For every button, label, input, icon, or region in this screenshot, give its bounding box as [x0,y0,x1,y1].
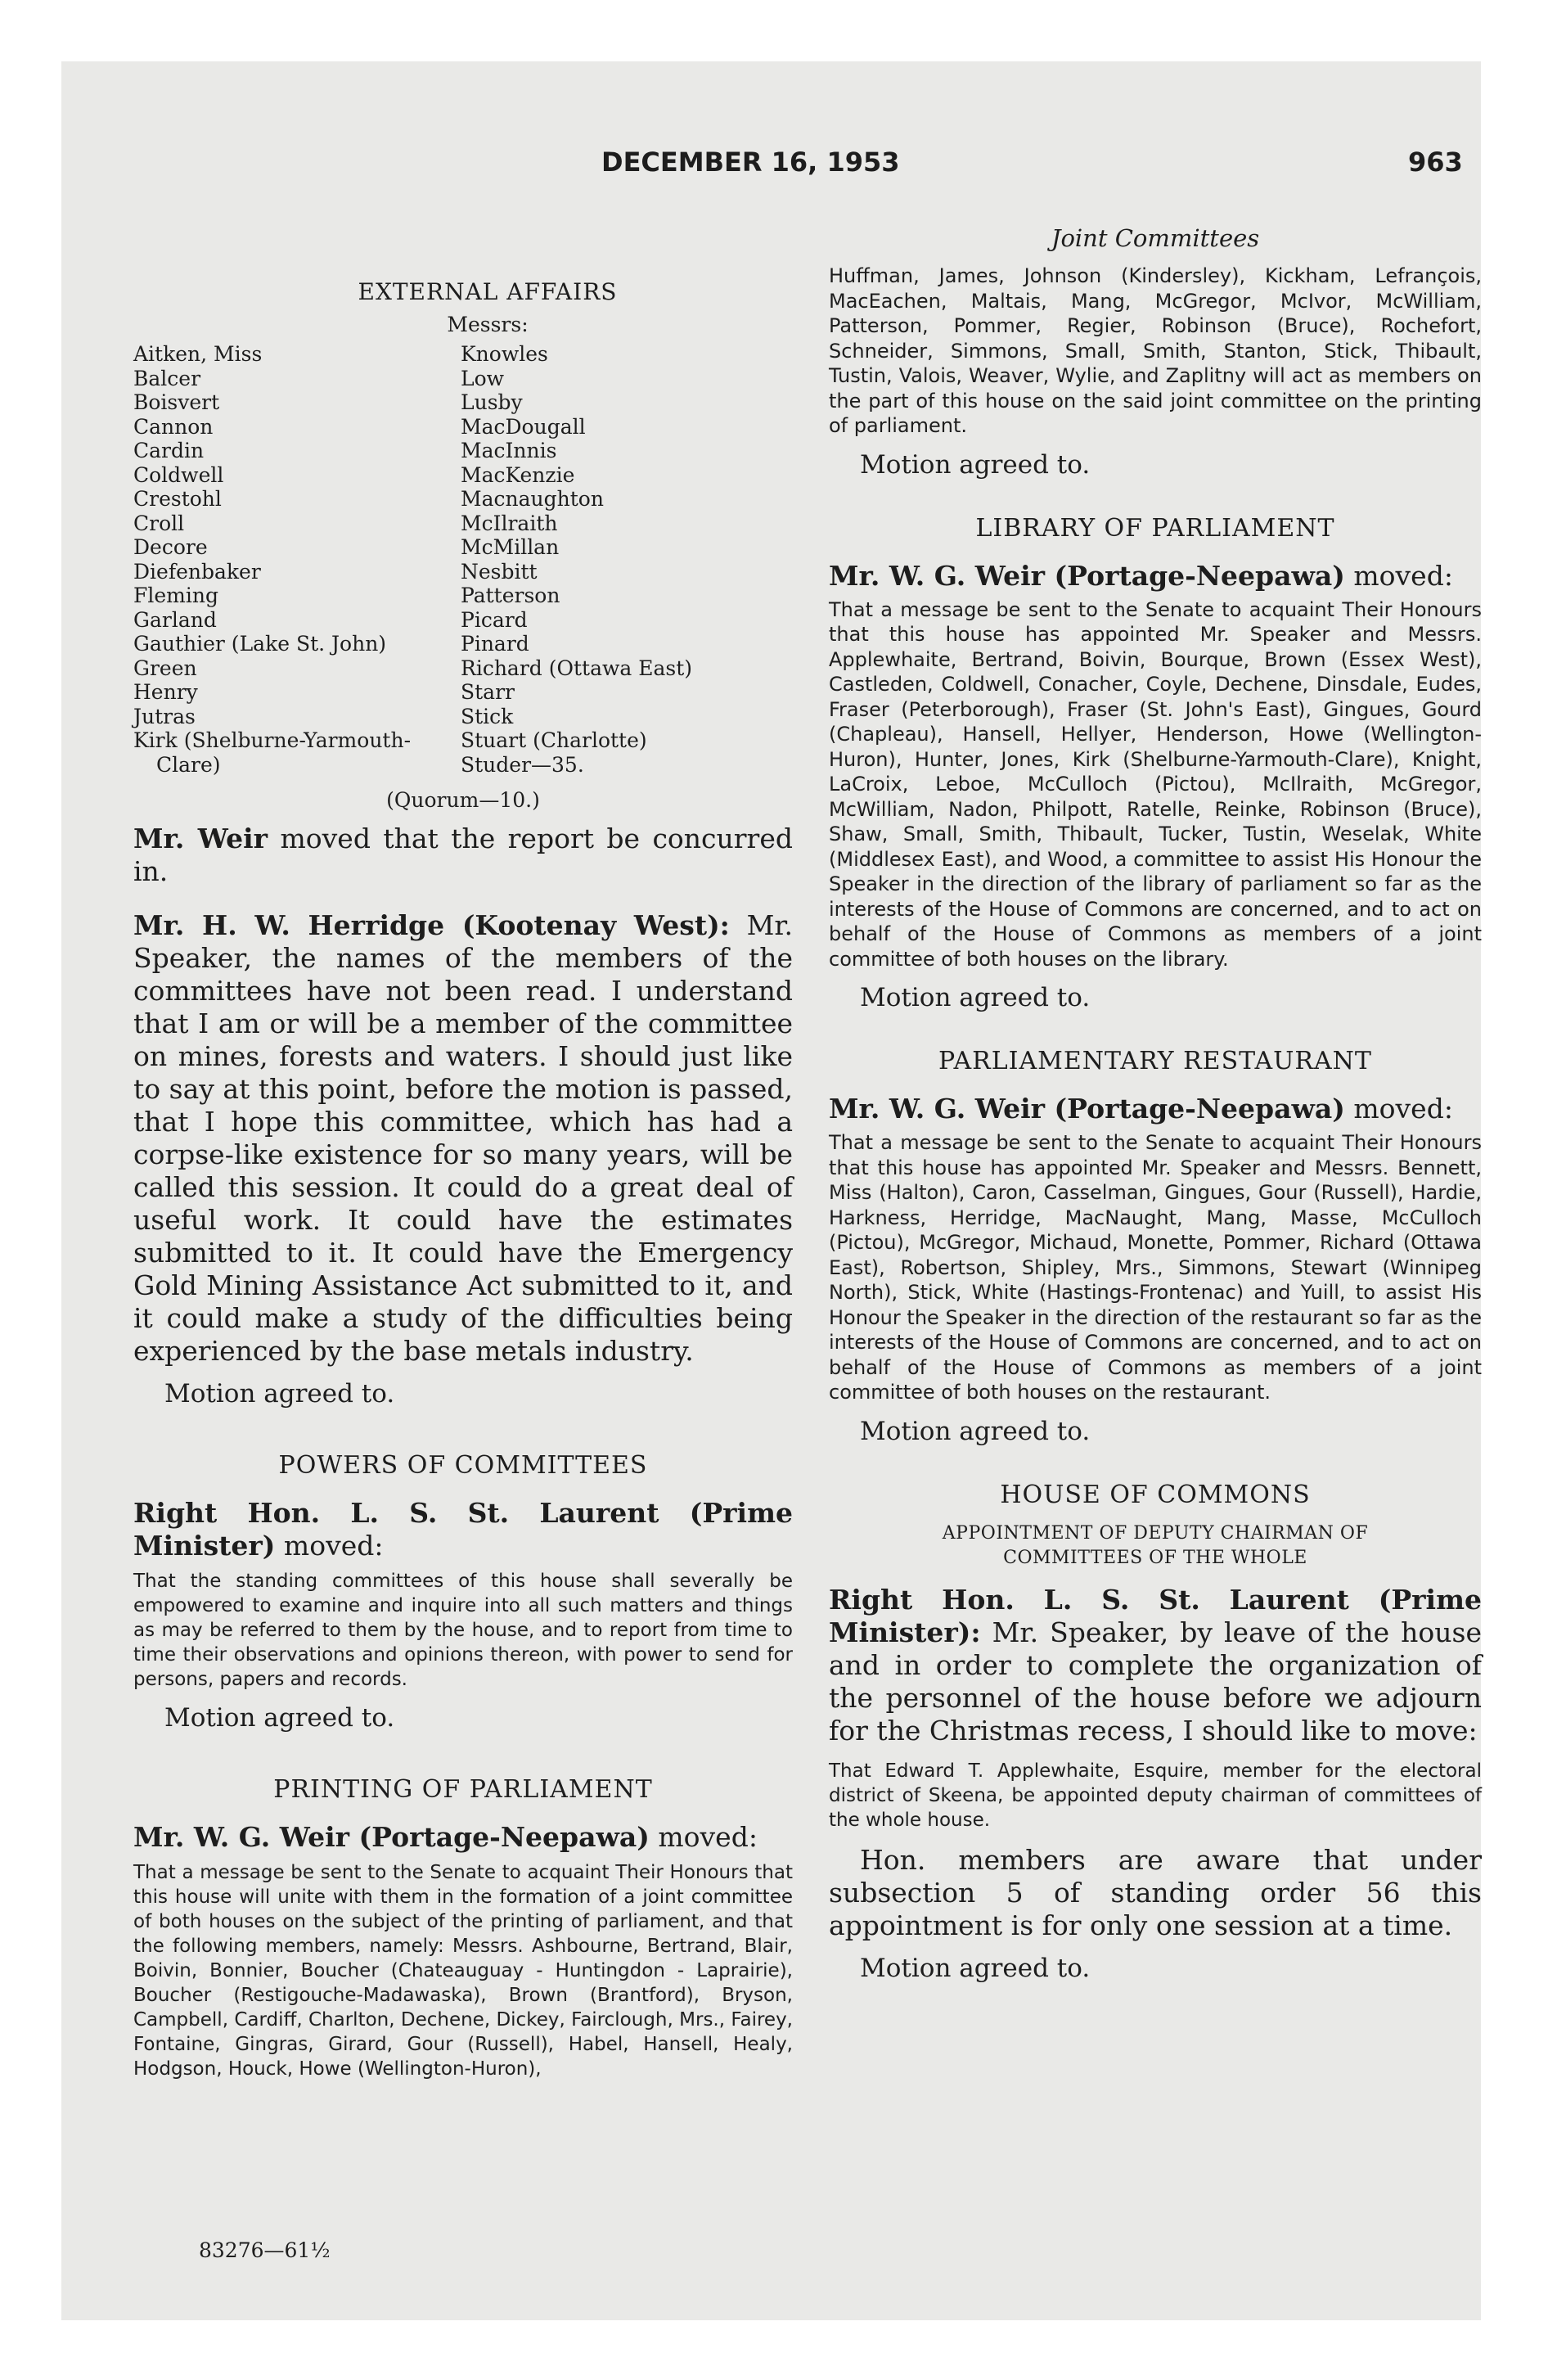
member-name: MacInnis [461,439,557,462]
left-column [133,237,793,2089]
speaker-name: Mr. H. W. Herridge (Kootenay West): [133,909,730,941]
running-title: Joint Committees [1051,224,1260,252]
speaker-name: Right Hon. L. S. St. Laurent (Prime Minister): [829,1583,1482,1648]
motion-text-printing-continued: Huffman, James, Johnson (Kindersley), Kickham, Lefrançois, MacEachen, Maltais, Mang, McGregor, McIvor, McWilliam, Patterson, Pommer, Regier, Robinson (Bruce), Rochefort, Schneider, Simmons, Small, Smith, Stanton, Stick, Thibault, Tustin, Valois, Weaver, Wylie, and Zaplitny will act as members on the part of this house on the said joint committee on the printing of parliament. [829,264,1482,437]
motion-text-commons: That Edward T. Applewhaite, Esquire, member for the electoral district of Skeena, be appointed deputy chairman of committees of the whole house. [829,1760,1482,1831]
member-name: Stick [461,704,514,728]
motion-agreed: Motion agreed to. [860,983,1091,1012]
moved-label: moved: [283,1530,384,1562]
motion-agreed: Motion agreed to. [164,1379,395,1409]
motion-text-library: That a message be sent to the Senate to acquaint Their Honours that this house has appointed Mr. Speaker and Messrs. Applewhaite, Bertrand, Boivin, Bourque, Brown (Essex West), Castleden, Coldwell, Conacher, Coyle, Dechene, Dinsdale, Eudes, Fraser (Peterborough), Fraser (St. John's East), Gingues, Gourd (Chapleau), Hansell, Hellyer, Henderson, Howe (Wellington-Huron), Hunter, Jones, Kirk (Shelburne-Yarmouth-Clare), Knight, LaCroix, Leboe, McCulloch (Pictou), McIlraith, McGregor, McWilliam, Nadon, Philpott, Ratelle, Reinke, Robinson (Bruce), Shaw, Small, Smith, Thibault, Tucker, Tustin, Weselak, White (Middlesex East), and Wood, a committee to assist His Honour the Speaker in the direction of the library of parliament so far as the interests of the House of Commons are concerned, and to act on behalf of the House of Commons as members of a joint committee of both houses on the library. [829,597,1482,971]
messrs-label: Messrs: [447,313,529,336]
speaker-name: Mr. W. G. Weir (Portage-Neepawa) [829,1093,1345,1125]
member-name: Patterson [461,584,560,607]
speaker-name: Mr. W. G. Weir (Portage-Neepawa) [133,1821,650,1853]
member-name: Crestohl [133,487,222,511]
page-sheet [61,61,1481,2320]
motion-text-powers: That the standing committees of this house shall severally be empowered to examine and inquire into all such matters and things as may be referred to them by the house, and to report from time to time their observations and opinions thereon, with power to send for persons, papers and records. [133,1571,793,1690]
motion-agreed: Motion agreed to. [860,1416,1091,1446]
motion-agreed: Motion agreed to. [860,449,1091,480]
committee-title-external-affairs: EXTERNAL AFFAIRS [358,278,618,305]
quorum: (Quorum—10.) [386,788,540,812]
speech-printing [133,1821,793,1854]
member-name: MacDougall [461,414,586,439]
page-date: DECEMBER 16, 1953 [601,146,900,178]
member-name: Henry [133,680,198,704]
speech-weir [133,823,793,888]
speech-herridge [133,909,793,1368]
member-name: Boisvert [133,390,220,414]
member-name: Starr [461,680,515,704]
member-name: Nesbitt [461,559,538,584]
member-name: Aitken, Miss [133,342,263,366]
member-name: Cardin [133,439,205,462]
speech-powers [133,1497,793,1562]
section-subheading-deputy-chairman: APPOINTMENT OF DEPUTY CHAIRMAN OF COMMITTEES OF THE WHOLE [942,1522,1369,1568]
footer-code: 83276—61½ [199,2238,331,2262]
speech-commons [829,1584,1482,1747]
member-name: Studer—35. [461,752,584,777]
member-name: Stuart (Charlotte) [461,728,647,752]
member-name: Low [461,366,505,390]
member-name: Pinard [461,632,529,656]
member-name: Garland [133,607,217,632]
speech-restaurant [829,1093,1482,1125]
page-number: 963 [1408,146,1463,178]
member-name: Macnaughton [461,487,604,511]
member-list [133,342,793,777]
member-name: Cannon [133,414,214,439]
section-heading-printing: PRINTING OF PARLIAMENT [273,1775,653,1804]
speech-commons-followup: Hon. members are aware that under subsection 5 of standing order 56 this appointment is for only one session at a time. [829,1843,1482,1941]
section-heading-restaurant: PARLIAMENTARY RESTAURANT [938,1047,1372,1075]
moved-label: moved: [1353,559,1453,592]
member-name: MacKenzie [461,462,575,487]
member-name: Decore [133,535,208,559]
motion-agreed: Motion agreed to. [164,1703,395,1733]
member-name: McMillan [461,535,560,559]
member-name: Balcer [133,366,201,390]
member-name: Green [133,656,197,680]
moved-label: moved: [1353,1093,1453,1125]
member-name: Richard (Ottawa East) [461,656,693,680]
motion-text-restaurant: That a message be sent to the Senate to acquaint Their Honours that this house has appointed Mr. Speaker and Messrs. Bennett, Miss (Halton), Caron, Casselman, Gingues, Gour (Russell), Hardie, Harkness, Herridge, MacNaught, Mang, Masse, McCulloch (Pictou), McGregor, Michaud, Monette, Pommer, Richard (Ottawa East), Robertson, Shipley, Mrs., Simmons, Stewart (Winnipeg North), Stick, White (Hastings-Frontenac) and Yuill, to assist His Honour the Speaker in the direction of the restaurant so far as the interests of the House of Commons are concerned, and to act on behalf of the House of Commons as members of a joint committee of both houses on the restaurant. [829,1131,1482,1404]
speaker-name: Mr. Weir [133,823,268,854]
member-name: McIlraith [461,511,558,535]
section-heading-commons: HOUSE OF COMMONS [1000,1480,1311,1509]
moved-label: moved: [658,1821,758,1853]
member-name: Kirk (Shelburne-Yarmouth-Clare) [133,728,412,777]
speech-library [829,560,1482,593]
section-heading-library: LIBRARY OF PARLIAMENT [975,513,1335,543]
motion-text-printing: That a message be sent to the Senate to acquaint Their Honours that this house will unite with them in the formation of a joint committee of both houses on the subject of the printing of parliament, and that the following members, namely: Messrs. Ashbourne, Bertrand, Blair, Boivin, Bonnier, Boucher (Chateauguay - Huntingdon - Laprairie), Boucher (Restigouche-Madawaska), Brown (Brantford), Bryson, Campbell, Cardiff, Charlton, Dechene, Dickey, Fairclough, Mrs., Fairey, Fontaine, Gingras, Girard, Gour (Russell), Habel, Hansell, Healy, Hodgson, Houck, Howe (Wellington-Huron), [133,1862,793,2080]
right-column [829,224,1482,1985]
speech-text: Mr. Speaker, by leave of the house and in order to complete the organization of the personnel of the house before we adjourn for the Christmas recess, I should like to move: [829,1616,1482,1747]
member-name: Diefenbaker [133,559,261,584]
speech-text: moved that the report be concurred in. [133,823,793,887]
member-name: Gauthier (Lake St. John) [133,632,387,656]
member-name: Croll [133,511,185,535]
member-name: Coldwell [133,462,224,487]
speaker-name: Mr. W. G. Weir (Portage-Neepawa) [829,559,1345,592]
member-name: Knowles [461,342,548,366]
motion-agreed: Motion agreed to. [860,1953,1091,1983]
speech-text: Mr. Speaker, the names of the members of the committees have not been read. I understand that I am or will be a member of the committee on mines, forests and waters. I should just like to say at this point, before the motion is passed, that I hope this committee, which has had a corpse-like existence for so many years, will be called this session. It could do a great deal of useful work. It could have the estimates submitted to it. It could have the Emergency Gold Mining Assistance Act submitted to it, and it could make a study of the difficulties being experienced by the base metals industry. [133,909,793,1367]
member-name: Jutras [133,704,196,728]
speaker-name: Right Hon. L. S. St. Laurent (Prime Minister) [133,1497,793,1562]
section-heading-powers: POWERS OF COMMITTEES [278,1451,648,1480]
member-column-1 [133,342,461,777]
member-name: Picard [461,607,528,632]
member-column-2 [461,342,788,777]
member-name: Fleming [133,584,218,607]
member-name: Lusby [461,390,523,414]
